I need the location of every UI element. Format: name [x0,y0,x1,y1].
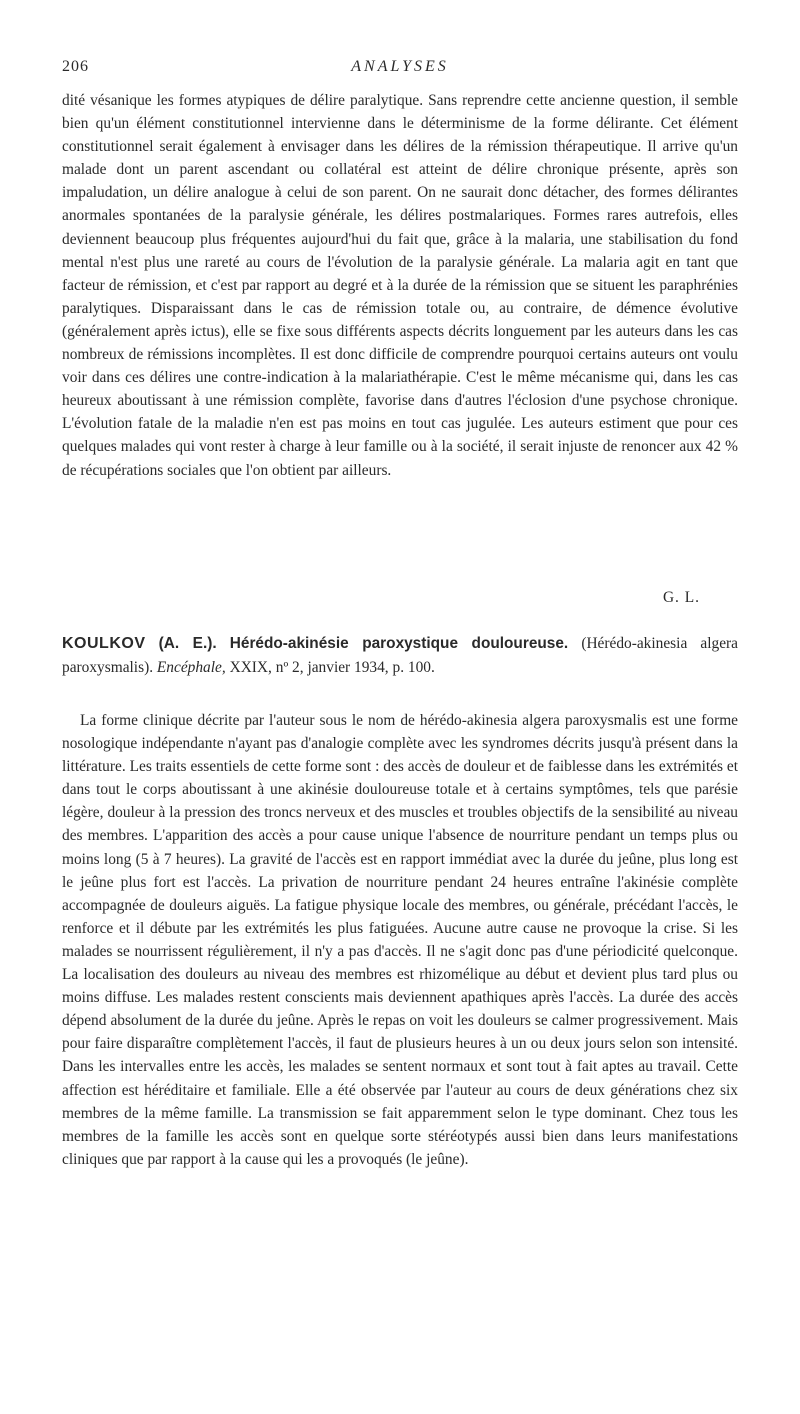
entry-body: La forme clinique décrite par l'auteur sous le nom de hérédo-akinesia algera paroxysmalis est une forme nosologique indépendante n'ayant pas d'analogie complète avec les syndromes décrits jusqu'à présent dans la littérature. Les traits essentiels de cette forme sont : des accès de douleur et de faiblesse dans les extrémités et dans tout le corps aboutissant à une akinésie douloureuse totale et à certains symptômes, tels que parésie légère, douleur à la pression des troncs nerveux et des muscles et troubles objectifs de la sensibilité au niveau des membres. L'apparition des accès a pour cause unique l'absence de nourriture pendant un temps plus ou moins long (5 à 7 heures). La gravité de l'accès est en rapport immédiat avec la durée du jeûne, plus long est le jeûne plus fort est l'accès. La privation de nourriture pendant 24 heures entraîne l'akinésie complète accompagnée de douleurs aiguës. La fatigue physique locale des membres, ou générale, précédant l'accès, le renforce et il débute par les extrémités les plus fatiguées. Aucune autre cause ne provoque la crise. Si les malades se nourrissent régulièrement, il n'y a pas d'accès. Il ne s'agit donc pas d'une périodicité quelconque. La localisation des douleurs au niveau des membres est rhizomélique au début et devient plus tard plus ou moins diffuse. Les malades restent conscients mais deviennent apathiques après l'accès. La durée des accès dépend absolument de la durée du jeûne. Après le repas on voit les douleurs se calmer progressivement. Mais pour faire disparaître complètement l'accès, il faut de plusieurs heures à un ou deux jours selon son intensité. Dans les intervalles entre les accès, les malades se sentent normaux et sont tout à fait aptes au travail. Cette affection est héréditaire et familiale. Elle a été observée par l'auteur au cours de deux générations chez six membres de la même famille. La transmission se fait apparemment selon le type dominant. Chez tous les membres de la famille les accès sont en quelque sorte stéréotypés aussi bien dans leurs manifestations cliniques que par rapport à la cause qui les a provoqués (le jeûne). [62,712,738,1168]
review-signature: G. L. [662,588,700,606]
previous-review-body: dité vésanique les formes atypiques de délire paralytique. Sans reprendre cette ancienne question, il semble bien qu'un élément constitutionnel intervienne dans le déterminisme de la forme délirante. Cet élément constitutionnel serait également à envisager dans les délires de la rémission thérapeutique. Il arrive qu'un malade dont un parent ascendant ou collatéral est atteint de délire chronique présente, après son impaludation, un délire analogue à celui de son parent. On ne saurait donc détacher, des formes délirantes anormales spontanées de la paralysie générale, les délires postmalariques. Formes rares autrefois, elles deviennent beaucoup plus fréquentes aujourd'hui du fait que, grâce à la malaria, une stabilisation du fond mental n'est plus une rareté au cours de l'évolution de la paralysie générale. La malaria agit en tant que facteur de rémission, et c'est par rapport au degré et à la durée de la rémission que se situent les paraphrénies paralytiques. Disparaissant dans le cas de rémission totale ou, au contraire, de démence évolutive (généralement après ictus), elle se fixe sous différents aspects décrits longuement par les auteurs dans les cas nombreux de rémissions incomplètes. Il est donc difficile de comprendre pourquoi certains auteurs ont voulu voir dans ces délires une contre-indication à la malariathérapie. C'est le même mécanisme qui, dans les cas heureux aboutissant à une rémission complète, favorise dans d'autres l'éclosion d'une psychose chronique. L'évolution fatale de la maladie n'en est pas moins en tout cas jugulée. Les auteurs estiment que pour ces quelques malades qui vont rester à charge à leur famille ou à la société, il serait injuste de renoncer aux 42 % de récupérations sociales que l'on obtient par ailleurs. [62,92,738,479]
entry-citation: XXIX, nº 2, janvier 1934, p. 100. [229,659,435,676]
entry-author-initials: (A. E.). [158,635,217,652]
entry-journal: Encéphale, [156,659,226,676]
entry-author: KOULKOV [62,635,146,652]
page-number: 206 [62,58,89,75]
entry-title: Hérédo-akinésie paroxystique douloureuse. [229,635,569,652]
page-header [62,58,738,82]
entry-heading [62,632,738,680]
entry-latin-title: (Hérédo-akinesia algera paroxysmalis). [62,635,738,676]
running-title: ANALYSES [351,58,449,75]
previous-review-text [62,89,738,609]
